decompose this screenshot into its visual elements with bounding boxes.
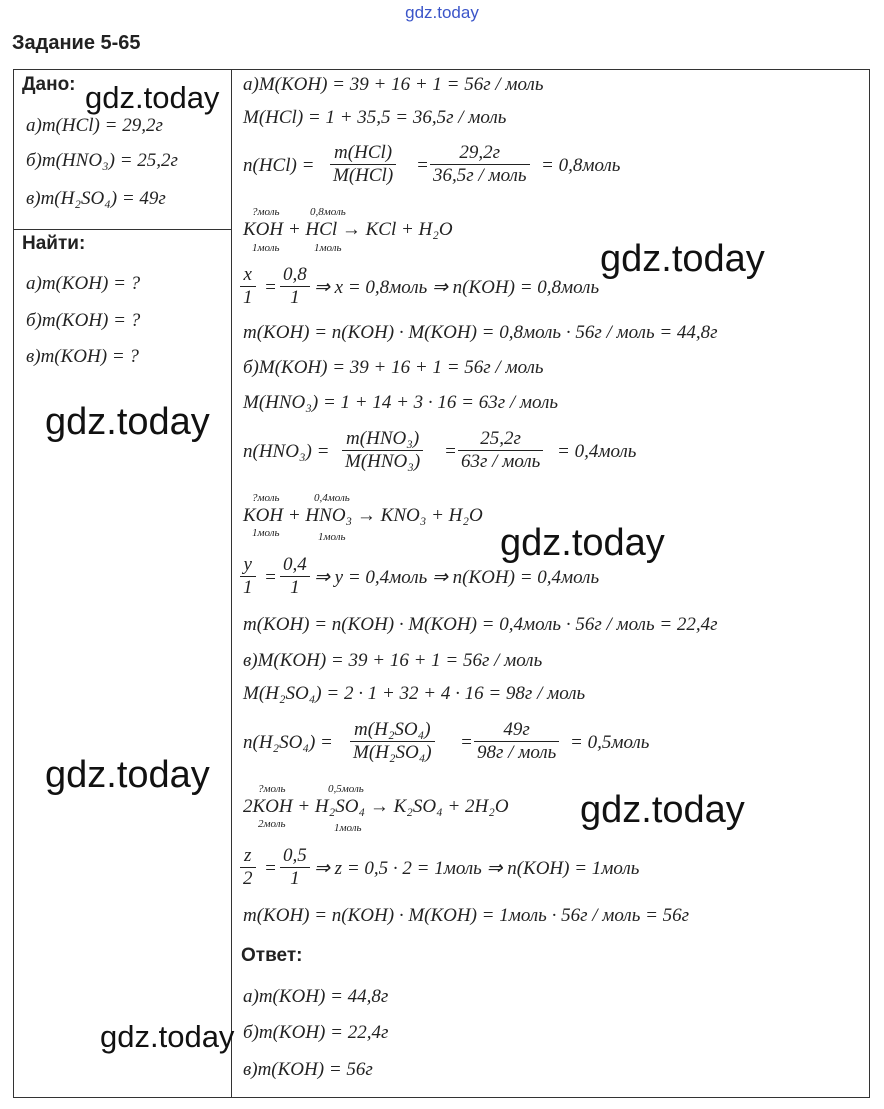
fraction-numerator: m(HNO₃) (342, 428, 423, 451)
answer-b: б)m(KOH) = 22,4г (243, 1022, 389, 1043)
c-moles-result: = 0,5моль (570, 732, 650, 753)
a-reaction: KOH + HCl → KCl + H₂O (243, 219, 453, 240)
a-reaction-top-1: ?моль (252, 206, 280, 218)
c-reaction-top-2: 0,5моль (328, 783, 364, 795)
c-proportion-fraction-1 (240, 845, 256, 890)
fraction-numerator: 0,4 (280, 554, 310, 577)
fraction-denominator: 1 (243, 287, 253, 308)
equals-sign: = (264, 567, 277, 588)
c-moles-lhs: n(H₂SO₄) = (243, 732, 333, 753)
find-a: а)m(KOH) = ? (26, 273, 141, 294)
fraction-numerator: 49г (474, 719, 559, 742)
fraction-denominator: 1 (290, 287, 300, 308)
c-proportion-fraction-2 (280, 845, 310, 890)
fraction-denominator: M(HCl) (333, 165, 394, 186)
c-moles-fraction-2 (474, 719, 559, 764)
watermark: gdz.today (600, 238, 765, 280)
a-mass: m(KOH) = n(KOH) · M(KOH) = 0,8моль · 56г / моль = 44,8г (243, 322, 718, 343)
answer-label: Ответ: (241, 945, 303, 966)
equals-sign: = (416, 155, 429, 176)
equals-sign: = (444, 441, 457, 462)
b-molar-koh: б)M(KOH) = 39 + 16 + 1 = 56г / моль (243, 357, 544, 378)
c-reaction: 2KOH + H₂SO₄ → K₂SO₄ + 2H₂O (243, 796, 509, 817)
fraction-numerator: z (240, 845, 256, 868)
given-find-divider (13, 229, 231, 230)
c-reaction-bottom-2: 1моль (334, 822, 362, 834)
fraction-denominator: M(HNO₃) (345, 451, 421, 472)
find-b: б)m(KOH) = ? (26, 310, 141, 331)
find-c: в)m(KOH) = ? (26, 346, 139, 367)
fraction-denominator: 98г / моль (477, 742, 557, 763)
b-moles-fraction-2 (458, 428, 543, 473)
given-b: б)m(HNO₃) = 25,2г (26, 150, 178, 171)
b-moles-fraction-1 (342, 428, 423, 473)
fraction-denominator: 1 (290, 577, 300, 598)
watermark: gdz.today (500, 522, 665, 564)
fraction-numerator: m(HCl) (330, 142, 396, 165)
a-reaction-bottom-1: 1моль (252, 242, 280, 254)
b-mass: m(KOH) = n(KOH) · M(KOH) = 0,4моль · 56г / моль = 22,4г (243, 614, 718, 635)
watermark: gdz.today (85, 80, 220, 115)
fraction-denominator: M(H₂SO₄) (353, 742, 432, 763)
fraction-numerator: 25,2г (458, 428, 543, 451)
b-moles-lhs: n(HNO₃) = (243, 441, 330, 462)
given-label: Дано: (22, 74, 76, 95)
c-mass: m(KOH) = n(KOH) · M(KOH) = 1моль · 56г / моль = 56г (243, 905, 690, 926)
a-moles-result: = 0,8моль (541, 155, 621, 176)
a-proportion-result: ⇒ x = 0,8моль ⇒ n(KOH) = 0,8моль (314, 277, 600, 298)
c-proportion-result: ⇒ z = 0,5 · 2 = 1моль ⇒ n(KOH) = 1моль (314, 858, 640, 879)
site-header[interactable]: gdz.today (405, 3, 479, 22)
b-proportion-fraction-1 (240, 554, 256, 599)
fraction-denominator: 1 (243, 577, 253, 598)
equals-sign: = (460, 732, 473, 753)
answer-c: в)m(KOH) = 56г (243, 1059, 373, 1080)
fraction-denominator: 1 (290, 868, 300, 889)
fraction-denominator: 2 (243, 868, 253, 889)
a-molar-koh: а)M(KOH) = 39 + 16 + 1 = 56г / моль (243, 74, 544, 95)
a-reaction-top-2: 0,8моль (310, 206, 346, 218)
watermark: gdz.today (580, 789, 745, 831)
task-title: Задание 5-65 (12, 32, 141, 54)
fraction-denominator: 36,5г / моль (433, 165, 527, 186)
fraction-numerator: y (240, 554, 256, 577)
watermark: gdz.today (45, 401, 210, 443)
c-molar-h2so4: M(H₂SO₄) = 2 · 1 + 32 + 4 · 16 = 98г / моль (243, 683, 586, 704)
a-proportion-fraction-2 (280, 264, 310, 309)
given-a: а)m(HCl) = 29,2г (26, 115, 163, 136)
b-reaction-bottom-1: 1моль (252, 527, 280, 539)
a-moles-lhs: n(HCl) = (243, 155, 315, 176)
b-molar-hno3: M(HNO₃) = 1 + 14 + 3 · 16 = 63г / моль (243, 392, 559, 413)
fraction-denominator: 63г / моль (461, 451, 541, 472)
b-reaction-bottom-2: 1моль (318, 531, 346, 543)
find-label: Найти: (22, 233, 86, 254)
answer-a: а)m(KOH) = 44,8г (243, 986, 389, 1007)
b-proportion-result: ⇒ y = 0,4моль ⇒ n(KOH) = 0,4моль (314, 567, 600, 588)
c-moles-fraction-1 (350, 719, 435, 764)
b-moles-result: = 0,4моль (557, 441, 637, 462)
watermark: gdz.today (100, 1019, 235, 1054)
c-reaction-bottom-1: 2моль (258, 818, 286, 830)
b-reaction-top-2: 0,4моль (314, 492, 350, 504)
fraction-numerator: m(H₂SO₄) (350, 719, 435, 742)
a-molar-hcl: M(HCl) = 1 + 35,5 = 36,5г / моль (243, 107, 507, 128)
a-moles-fraction-1 (330, 142, 396, 187)
fraction-numerator: x (240, 264, 256, 287)
a-moles-fraction-2 (430, 142, 530, 187)
c-reaction-top-1: ?моль (258, 783, 286, 795)
b-reaction: KOH + HNO₃ → KNO₃ + H₂O (243, 505, 483, 526)
b-proportion-fraction-2 (280, 554, 310, 599)
a-proportion-fraction-1 (240, 264, 256, 309)
watermark: gdz.today (45, 754, 210, 796)
fraction-numerator: 0,5 (280, 845, 310, 868)
c-molar-koh: в)M(KOH) = 39 + 16 + 1 = 56г / моль (243, 650, 543, 671)
b-reaction-top-1: ?моль (252, 492, 280, 504)
fraction-numerator: 0,8 (280, 264, 310, 287)
equals-sign: = (264, 858, 277, 879)
column-divider (231, 69, 232, 1098)
equals-sign: = (264, 277, 277, 298)
given-c: в)m(H₂SO₄) = 49г (26, 188, 166, 209)
fraction-numerator: 29,2г (430, 142, 530, 165)
a-reaction-bottom-2: 1моль (314, 242, 342, 254)
